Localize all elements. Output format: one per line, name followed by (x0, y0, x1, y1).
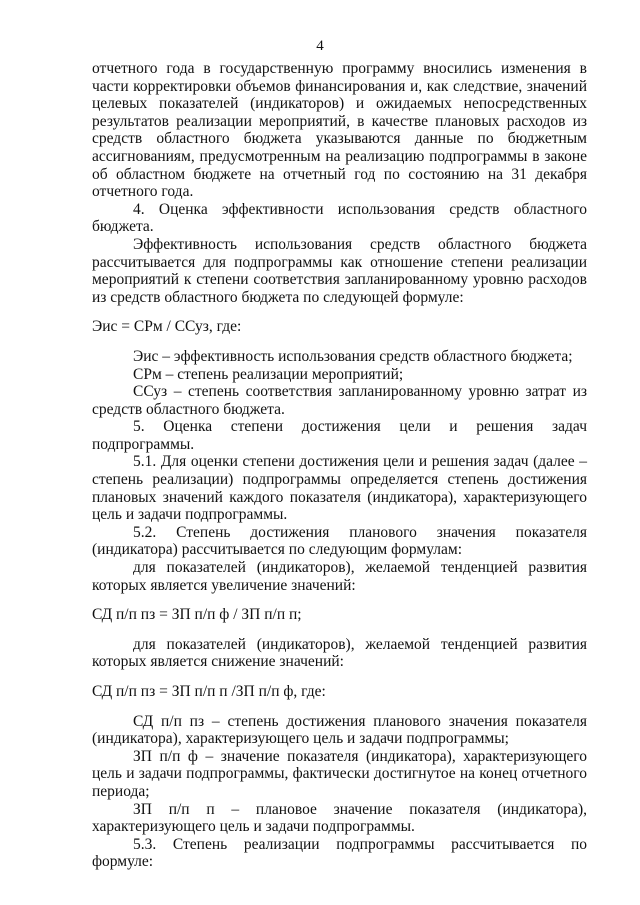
document-body (92, 60, 587, 871)
paragraph: ЗП п/п ф – значение показателя (индикатора), характеризующего цель и задачи подпрограммы, фактически достигнутое на конец отчетного периода; (92, 747, 587, 800)
paragraph: Эис – эффективность использования средств областного бюджета; (133, 347, 573, 365)
paragraph: 5.2. Степень достижения планового значения показателя (индикатора) рассчитывается по следующим формулам: (92, 523, 587, 559)
paragraph: отчетного года в государственную программу вносились изменения в части корректировки объемов финансирования и, как следствие, значений целевых показателей (индикаторов) и ожидаемых непосредственных результатов реализации мероприятий, в качестве плановых расходов из средств областного бюджета указываются данные по бюджетным ассигнованиям, предусмотренным на реализацию подпрограммы в законе об областном бюджете на отчетный год по состоянию на 31 декабря отчетного года. (92, 60, 587, 201)
paragraph: 5.3. Степень реализации подпрограммы рассчитывается по формуле: (92, 835, 587, 871)
paragraph: СД п/п пз – степень достижения планового значения показателя (индикатора), характеризующего цель и задачи подпрограммы; (92, 712, 587, 748)
formula: Эис = СРм / ССуз, где: (92, 318, 242, 336)
formula: СД п/п пз = ЗП п/п ф / ЗП п/п п; (92, 606, 302, 624)
paragraph: Эффективность использования средств областного бюджета рассчитывается для подпрограммы как отношение степени реализации мероприятий к степени соответствия запланированному уровню расходов из средств областного бюджета по следующей формуле: (92, 235, 587, 306)
paragraph: 5.1. Для оценки степени достижения цели и решения задач (далее – степень реализации) подпрограммы определяется степень достижения плановых значений каждого показателя (индикатора), характеризующего цель и задачи подпрограммы. (92, 453, 587, 524)
paragraph: для показателей (индикаторов), желаемой тенденцией развития которых является снижение значений: (92, 635, 587, 671)
paragraph: для показателей (индикаторов), желаемой тенденцией развития которых является увеличение значений: (92, 559, 587, 594)
page-number: 4 (316, 38, 324, 54)
paragraph: ЗП п/п п – плановое значение показателя (индикатора), характеризующего цель и задачи подпрограммы. (92, 800, 587, 836)
paragraph: ССуз – степень соответствия запланированному уровню затрат из средств областного бюджета. (92, 383, 587, 418)
paragraph: 5. Оценка степени достижения цели и решения задач подпрограммы. (92, 418, 587, 453)
paragraph: 4. Оценка эффективности использования средств областного бюджета. (92, 200, 587, 236)
paragraph: СРм – степень реализации мероприятий; (133, 365, 404, 383)
formula: СД п/п пз = ЗП п/п п /ЗП п/п ф, где: (92, 683, 326, 700)
